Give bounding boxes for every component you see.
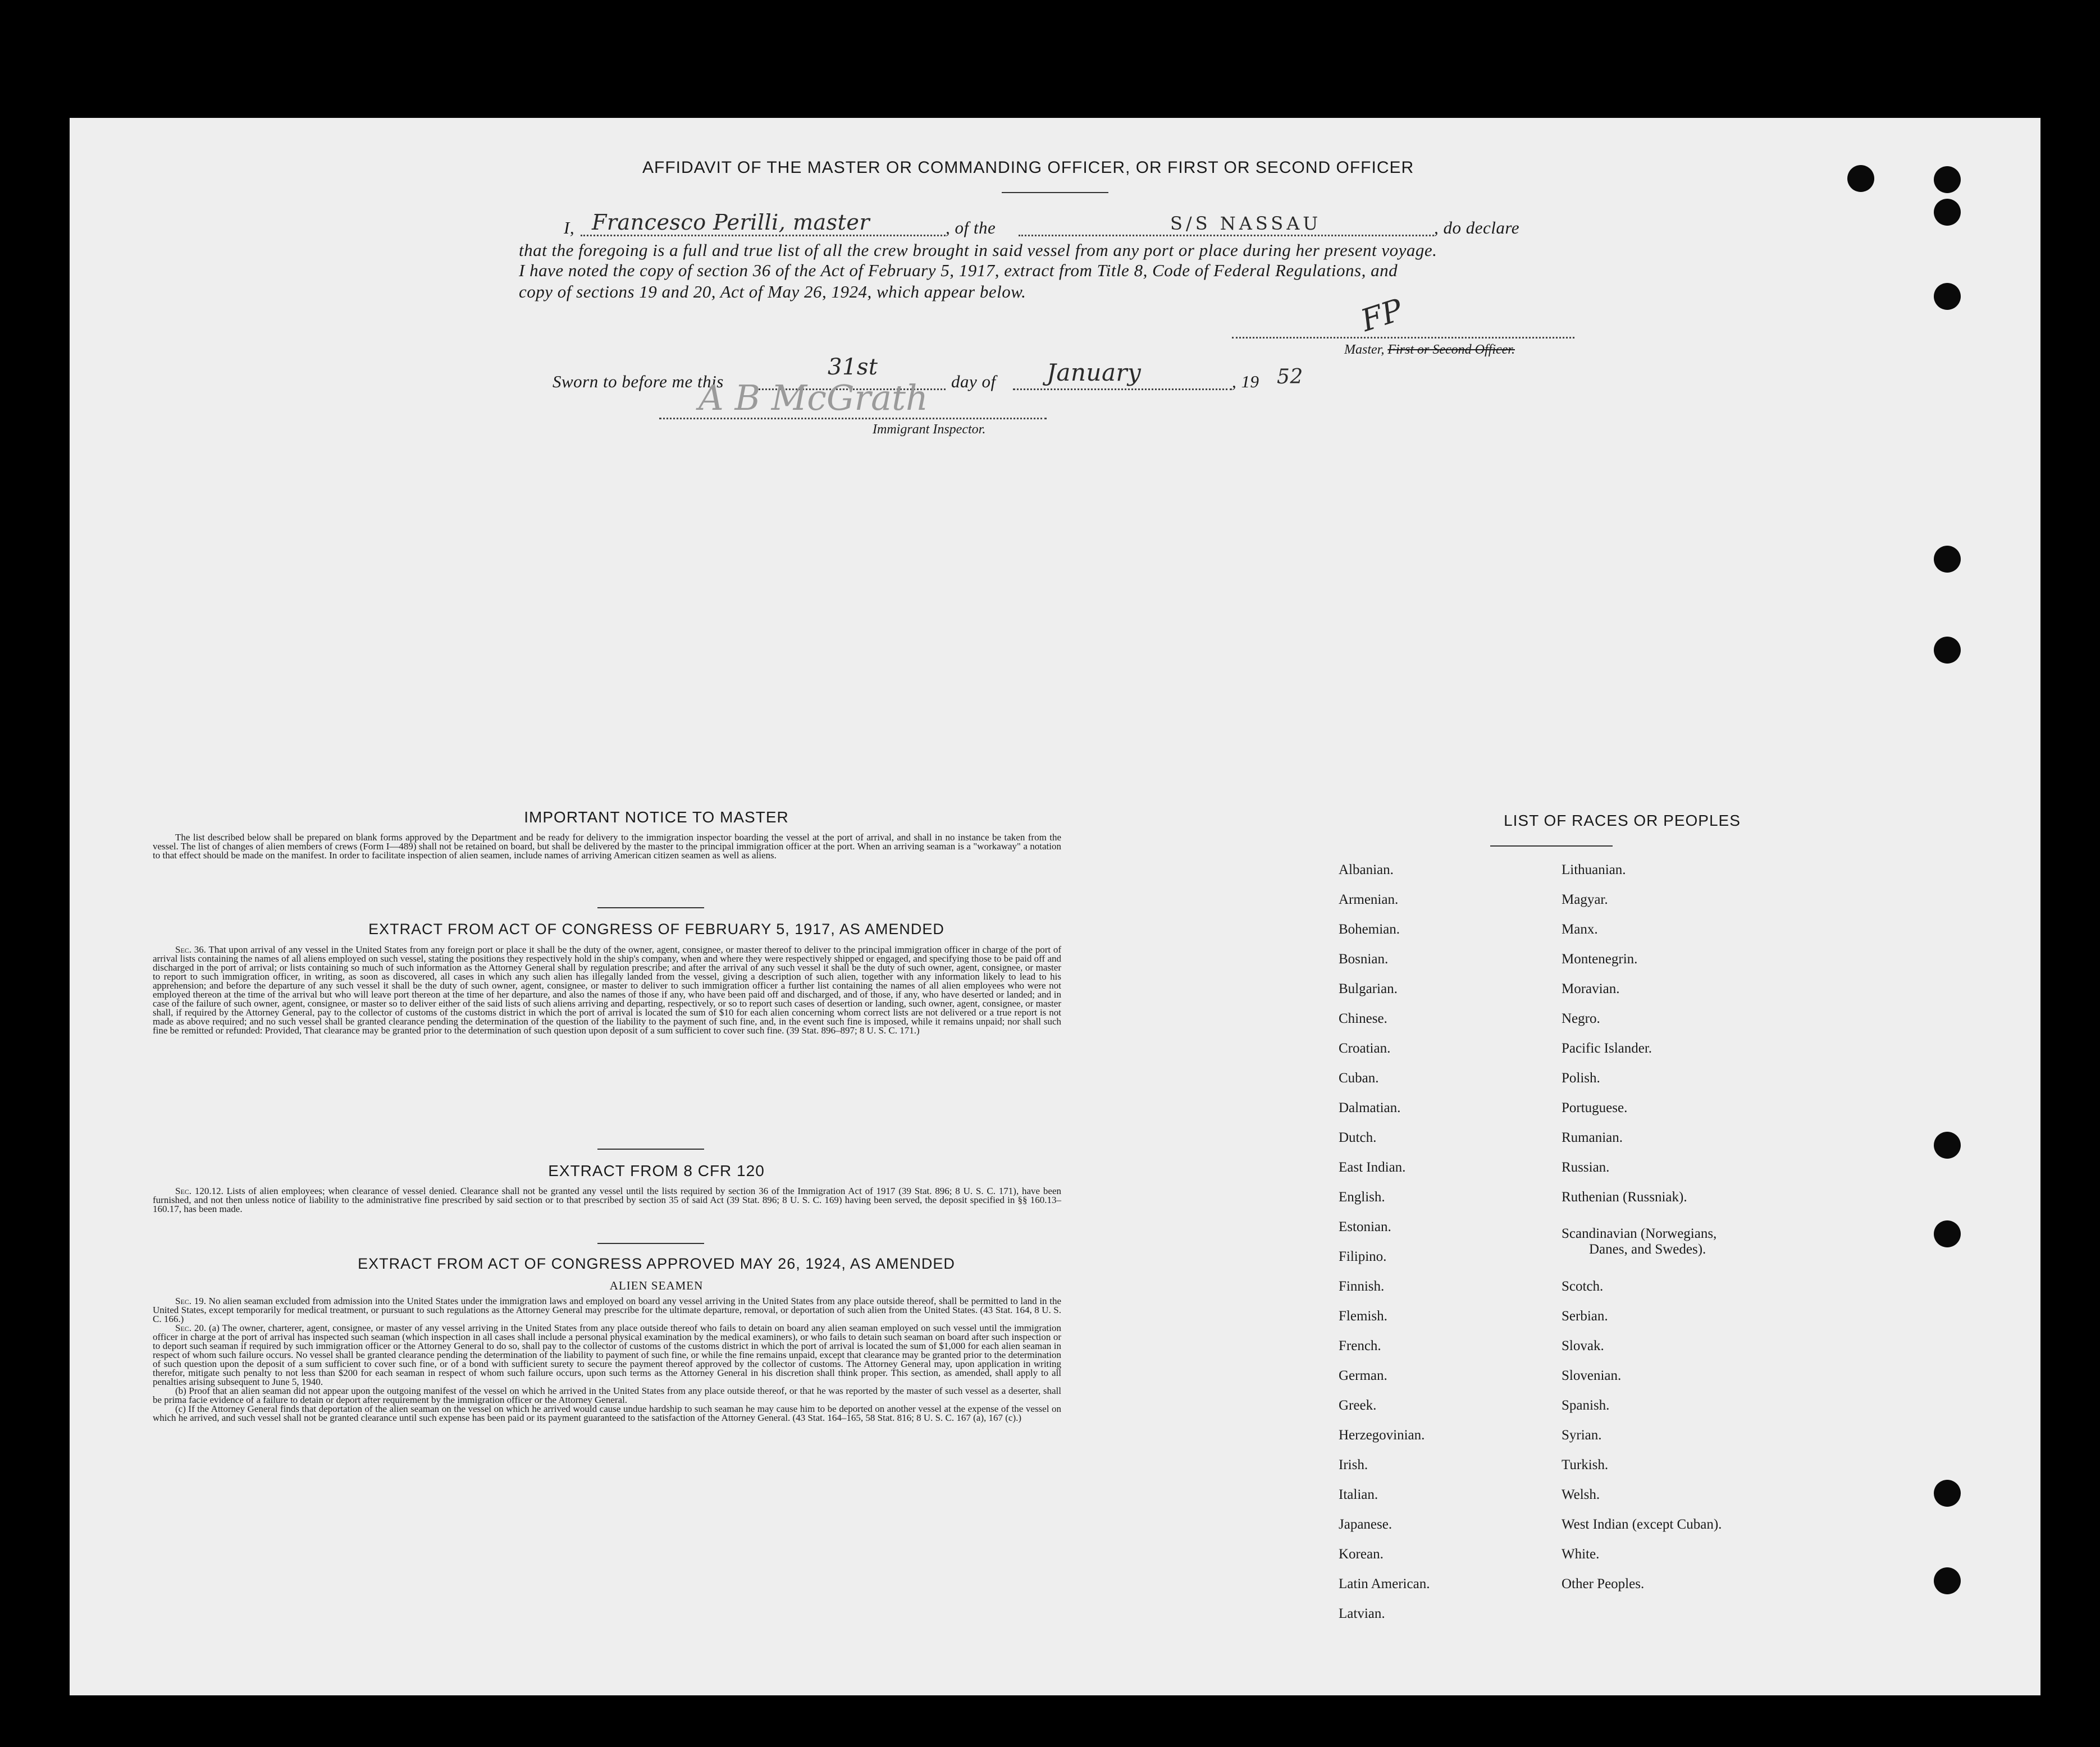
day-of-label: day of — [951, 372, 996, 391]
do-declare-text: , do declare — [1434, 218, 1520, 237]
punch-hole — [1934, 283, 1961, 310]
sec-20c-paragraph: (c) If the Attorney General finds that deportation of the alien seaman on the vessel on which he arrived would cause undue hardship to such seaman he may cause him to be deported on another vessel at the expense of the vessel on which he arrived, and such vessel shall not be granted clearance until such expense has been paid or its payment guaranteed to the satisfaction of the Attorney General. (43 Stat. 164–165, 58 Stat. 816; 8 U. S. C. 167 (a), 167 (c).) — [153, 1403, 1061, 1423]
race-right-item: Slovenian. — [1562, 1368, 1622, 1383]
inspector-line — [659, 418, 1047, 419]
race-left-item: Estonian. — [1339, 1219, 1391, 1234]
alien-seamen-subtitle: ALIEN SEAMEN — [609, 1279, 704, 1292]
races-divider — [1490, 845, 1613, 847]
master-signature: FP — [1357, 292, 1407, 339]
declaration-i: I, — [564, 218, 575, 237]
sec-20a-text: (a) The owner, charterer, agent, consignee, or master of any vessel arriving in the United States from any place outside thereof who fails to detain on board any alien seaman employed on such vessel until the immigration officer in charge at the port of arrival has inspected such seaman (which inspection in all cases shall include a personal physical examination by the medical examiners), or who fails to detain such seaman on board after such inspection or to deport such seaman if required by such immigration officer or the Attorney General to do so, shall pay to the collector of customs of the customs district in which the port of arrival is located the sum of $1,000 for each alien seaman in respect of whom such failure occurs. No vessel shall be granted clearance pending the determination of the liability to payment of such fine, or while the fine remains unpaid, except that clearance may be granted prior to the determination of such question upon the deposit of a sum sufficient to cover such fine, or of a bond with sufficient surety to secure the payment thereof approved by the collector of customs. The Attorney General may, upon application in writing therefor, mitigate such penalty to not less than $200 for each seaman in respect of whom such failure occurs, upon such terms as the Attorney General in his discretion shall think proper. This section, as amended, shall apply to all penalties arising subsequent to June 5, 1940. — [153, 1323, 1061, 1387]
sec-36-text: That upon arrival of any vessel in the United States from any foreign port or place it shall be the duty of the owner, agent, consignee, or master thereof to deliver to the principal immigration officer in charge of the port of arrival lists containing the names of all aliens employed on such vessel, stating the positions they respectively hold in the ship's company, when and where they were respectively shipped or engaged, and specifying those to be paid off and discharged in the port of arrival; or lists containing so much of such information as the Attorney General shall by regulation prescribe; and after the arrival of any such vessel it shall be the duty of such owner, agent, consignee, or master to report to such immigration officer, in writing, as soon as discovered, all cases in which any such alien has illegally landed from the vessel, giving a description of such alien, together with any information likely to lead to his apprehension; and before the departure of any such vessel it shall be the duty of such owner, agent, consignee, or master to deliver to such immigration officer a further list containing the names of all alien employees who were not employed thereon at the time of the arrival but who will leave port thereon at the time of her departure, and also the names of those if any, who have been paid off and discharged, and of those, if any, who have deserted or landed; and in case of the failure of such owner, agent, consignee, or master so to deliver either of the said lists of such aliens arriving and departing, respectively, or so to report such cases of desertion or landing, such owner, agent, consignee, or master shall, if required by the Attorney General, pay to the collector of customs of the customs district in which the port of arrival is located the sum of $10 for each alien concerning whom correct lists are not delivered or a true report is not made as above required; and no such vessel shall be granted clearance pending the determination of the question of the liability to the payment of such fine, and, in the event such fine is imposed, while it remains unpaid; nor shall such fine be remitted or refunded: Provided, That clearance may be granted prior to the determination of such question upon deposit of a sum sufficient to cover such fine. (39 Stat. 896–897; 8 U. S. C. 171.) — [153, 944, 1061, 1036]
race-right-item: Pacific Islander. — [1562, 1041, 1652, 1056]
master-name-line — [581, 235, 946, 236]
sec-19-label: Sec. 19. — [175, 1296, 206, 1306]
sworn-day: 31st — [828, 354, 878, 380]
notice-divider — [597, 907, 704, 908]
race-right-item: Scotch. — [1562, 1279, 1604, 1294]
race-right-item: Ruthenian (Russniak). — [1562, 1190, 1687, 1205]
race-right-item: Moravian. — [1562, 981, 1620, 996]
race-right-item: Danes, and Swedes). — [1589, 1242, 1706, 1257]
vessel-name: S/S NASSAU — [1170, 213, 1322, 234]
punch-hole — [1934, 1220, 1961, 1247]
punch-hole — [1934, 166, 1961, 193]
sec-19-text: No alien seaman excluded from admission into the United States under the immigration laws and employed on board any vessel arriving in the United States from any place outside thereof, shall be permitted to land in the United States, except temporarily for medical treatment, or pursuant to such regulations as the Attorney General may prescribe for the ultimate departure, removal, or deportation of such alien from the United States. (43 Stat. 164, 8 U. S. C. 166.) — [153, 1296, 1062, 1324]
race-left-item: French. — [1339, 1338, 1381, 1353]
signature-line — [1232, 337, 1574, 339]
sworn-month-line — [1013, 388, 1232, 390]
race-left-item: Latvian. — [1339, 1606, 1385, 1621]
signer-role — [1344, 342, 1515, 358]
year-suffix: 52 — [1277, 365, 1303, 388]
race-left-item: Bulgarian. — [1339, 981, 1398, 996]
master-name: Francesco Perilli, master — [592, 210, 870, 235]
race-right-item: Russian. — [1562, 1160, 1610, 1175]
race-left-item: Irish. — [1339, 1457, 1368, 1472]
vessel-name-line — [1019, 235, 1434, 236]
punch-hole — [1934, 546, 1961, 573]
race-right-item: Welsh. — [1562, 1487, 1600, 1502]
punch-hole — [1847, 165, 1874, 192]
race-right-item: Manx. — [1562, 922, 1598, 937]
signer-role-struck: First or Second Officer. — [1387, 342, 1515, 357]
extract-1917-body — [153, 945, 1061, 1035]
sworn-label: Sworn to before me this — [553, 372, 724, 391]
race-left-item: Cuban. — [1339, 1071, 1379, 1086]
sworn-month: January — [1047, 359, 1142, 386]
race-left-item: Dalmatian. — [1339, 1100, 1401, 1115]
race-left-item: Bosnian. — [1339, 952, 1389, 967]
race-left-item: Japanese. — [1339, 1517, 1393, 1532]
sworn-line — [553, 354, 1451, 399]
race-left-item: Armenian. — [1339, 892, 1399, 907]
sec-20a-paragraph — [153, 1324, 1061, 1387]
sec-20-label: Sec. 20. — [175, 1323, 207, 1333]
punch-hole — [1934, 199, 1961, 226]
race-left-item: Chinese. — [1339, 1011, 1387, 1026]
race-left-item: Croatian. — [1339, 1041, 1391, 1056]
extract-cfr-title: EXTRACT FROM 8 CFR 120 — [548, 1162, 765, 1179]
race-right-item: Syrian. — [1562, 1428, 1602, 1443]
race-right-item: West Indian (except Cuban). — [1562, 1517, 1722, 1532]
race-left-item: Bohemian. — [1339, 922, 1400, 937]
race-left-item: Finnish. — [1339, 1279, 1385, 1294]
declaration-line-3: I have noted the copy of section 36 of the Act of February 5, 1917, extract from Title 8, Code of Federal Regulations, and — [519, 260, 1398, 280]
declaration-line-4: copy of sections 19 and 20, Act of May 26, 1924, which appear below. — [519, 282, 1026, 301]
extract-cfr-divider — [597, 1243, 704, 1244]
race-left-item: English. — [1339, 1190, 1385, 1205]
extract-cfr-body — [153, 1187, 1061, 1214]
signer-role-master: Master, — [1344, 342, 1385, 357]
affidavit-title: AFFIDAVIT OF THE MASTER OR COMMANDING OFFICER, OR FIRST OR SECOND OFFICER — [642, 158, 1414, 177]
race-left-item: Greek. — [1339, 1398, 1377, 1413]
extract-1924-body — [153, 1297, 1061, 1423]
notice-title: IMPORTANT NOTICE TO MASTER — [524, 808, 789, 826]
races-title: LIST OF RACES OR PEOPLES — [1504, 812, 1741, 829]
race-left-item: Dutch. — [1339, 1130, 1377, 1145]
race-right-item: Scandinavian (Norwegians, — [1562, 1226, 1717, 1241]
race-right-item: Montenegrin. — [1562, 952, 1638, 967]
extract-1917-title: EXTRACT FROM ACT OF CONGRESS OF FEBRUARY 5, 1917, AS AMENDED — [368, 921, 944, 937]
of-the-text: , of the — [946, 218, 996, 237]
declaration-line-1 — [519, 210, 1608, 241]
declaration-line-2: that the foregoing is a full and true list of all the crew brought in said vessel from any port or place during her present voyage. — [519, 240, 1437, 260]
race-left-item: Korean. — [1339, 1547, 1384, 1562]
inspector-label: Immigrant Inspector. — [873, 422, 986, 437]
title-divider — [1002, 192, 1108, 193]
race-left-item: East Indian. — [1339, 1160, 1406, 1175]
sec-19-paragraph — [153, 1297, 1061, 1324]
race-right-item: Portuguese. — [1562, 1100, 1628, 1115]
punch-hole — [1934, 1567, 1961, 1594]
race-right-item: Magyar. — [1562, 892, 1608, 907]
race-right-item: Other Peoples. — [1562, 1576, 1645, 1591]
punch-hole — [1934, 1480, 1961, 1507]
punch-hole — [1934, 1132, 1961, 1159]
race-right-item: Spanish. — [1562, 1398, 1610, 1413]
sec-120-12-label: Sec. 120.12. — [175, 1186, 223, 1196]
race-left-item: Flemish. — [1339, 1309, 1387, 1324]
race-right-item: Lithuanian. — [1562, 862, 1626, 877]
race-left-item: Filipino. — [1339, 1249, 1387, 1264]
race-left-item: German. — [1339, 1368, 1387, 1383]
race-right-item: Turkish. — [1562, 1457, 1609, 1472]
race-right-item: Polish. — [1562, 1071, 1600, 1086]
year-prefix: , 19 — [1232, 372, 1259, 391]
race-right-item: Serbian. — [1562, 1309, 1608, 1324]
sec-20b-paragraph: (b) Proof that an alien seaman did not appear upon the outgoing manifest of the vessel on which he arrived in the United States from any place outside thereof, or that he was reported by the master of such vessel as a deserter, shall be prima facie evidence of a failure to detain or deport after requirement by the immigration officer or the Attorney General. — [153, 1385, 1061, 1405]
race-right-item: White. — [1562, 1547, 1600, 1562]
race-left-item: Latin American. — [1339, 1576, 1430, 1591]
form-page — [70, 118, 2040, 1695]
race-left-item: Albanian. — [1339, 862, 1394, 877]
sec-120-12-text: Lists of alien employees; when clearance of vessel denied. Clearance shall not be granted any vessel until the lists required by section 36 of the Immigration Act of 1917 (39 Stat. 896; 8 U. S. C. 171), have been furnished, and not then unless notice of liability to the administrative fine prescribed by said section or to that prescribed by section 35 of said Act (39 Stat. 896; 8 U. S. C. 169) having been served, the deposit specified in §§ 160.13–160.17, has been made. — [153, 1186, 1061, 1214]
inspector-signature: A B McGrath — [699, 377, 928, 418]
punch-hole — [1934, 637, 1961, 664]
extract-1924-title: EXTRACT FROM ACT OF CONGRESS APPROVED MAY 26, 1924, AS AMENDED — [358, 1255, 955, 1272]
race-right-item: Slovak. — [1562, 1338, 1604, 1353]
extract-1917-divider — [597, 1149, 704, 1150]
notice-body: The list described below shall be prepared on blank forms approved by the Department and be ready for delivery to the immigration inspector boarding the vessel at the port of arrival, and shall in no instance be taken from the vessel. The list of changes of alien members of crews (Form I—489) shall not be retained on board, but shall be delivered by the master to the principal immigration officer at the port. When an arriving seaman is a "workaway" a notation to that effect should be made on the manifest. In order to facilitate inspection of alien seamen, include names of arriving American citizen seamen as well as aliens. — [153, 832, 1061, 861]
race-left-item: Italian. — [1339, 1487, 1378, 1502]
sec-36-label: Sec. 36. — [175, 944, 207, 955]
race-left-item: Herzegovinian. — [1339, 1428, 1425, 1443]
race-right-item: Rumanian. — [1562, 1130, 1623, 1145]
race-right-item: Negro. — [1562, 1011, 1600, 1026]
